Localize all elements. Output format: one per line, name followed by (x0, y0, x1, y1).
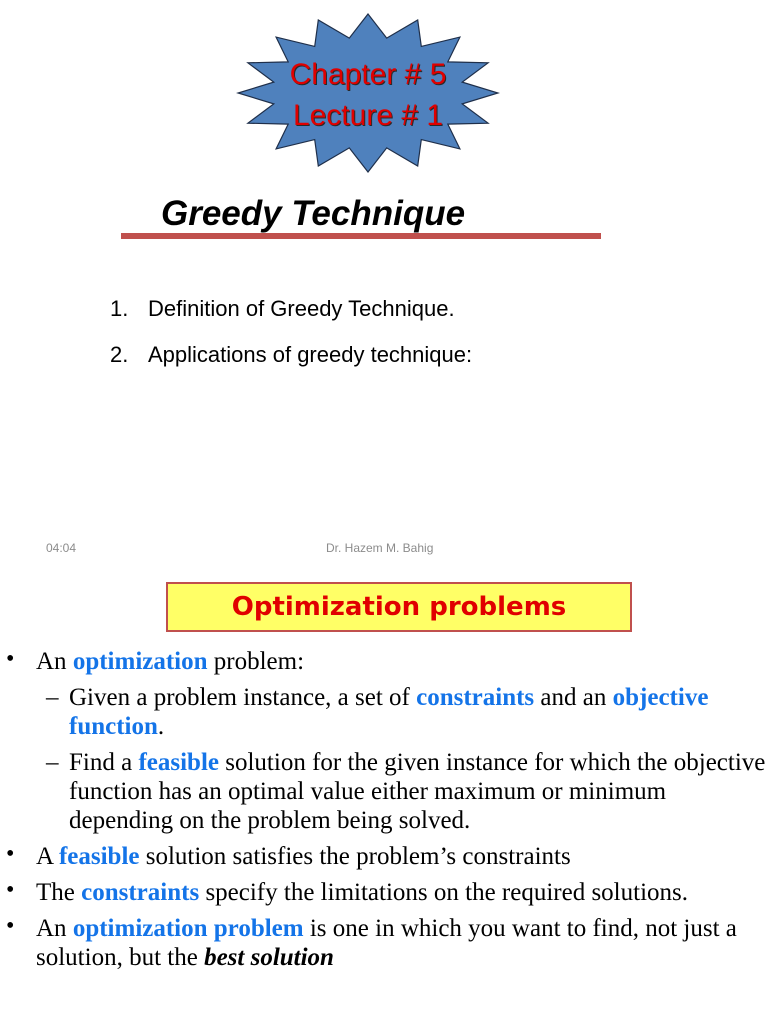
text: An (36, 648, 67, 675)
sub-bullet-item (0, 748, 768, 835)
slide-2 (0, 575, 768, 1024)
sub-bullet-dash: – (46, 684, 59, 711)
slide-title: Greedy Technique (161, 194, 466, 233)
bullet-dot: • (6, 913, 15, 939)
badge-text (236, 54, 500, 136)
emphasis-text: best solution (204, 944, 334, 971)
text: Given a problem instance, a set of (69, 684, 410, 711)
topic-number: 1. (110, 296, 129, 321)
highlight-term: feasible (138, 749, 219, 776)
topic-text: Definition of Greedy Technique. (148, 296, 455, 321)
highlight-term: objective function (69, 684, 709, 740)
topic-number: 2. (110, 342, 129, 367)
topic-item (110, 340, 472, 370)
footer-time: 04:04 (46, 541, 77, 555)
text: A (36, 843, 53, 870)
bullet-item (0, 914, 768, 972)
footer-author: Dr. Hazem M. Bahig (326, 541, 434, 555)
text: The (36, 879, 75, 906)
bullet-item (0, 878, 768, 907)
bullet-dot: • (6, 877, 15, 903)
highlight-term: optimization problem (72, 915, 304, 942)
text: and an (540, 684, 607, 711)
text: solution for the given instance for which the objective function has an optimal value either maximum or minimum depending on the problem being solved. (69, 749, 766, 834)
section-heading: Optimization problems (166, 582, 632, 632)
badge-line-chapter: Chapter # 5 (289, 58, 447, 91)
bullet-item (0, 842, 768, 871)
topic-text: Applications of greedy technique: (148, 342, 473, 367)
text: . (157, 713, 165, 740)
title-underline (121, 233, 601, 239)
bullet-dot: • (6, 841, 15, 867)
text: Find a (69, 749, 133, 776)
sub-bullet-item (0, 683, 768, 741)
text: solution satisfies the problem’s constraints (145, 843, 571, 870)
highlight-term: optimization (72, 648, 208, 675)
highlight-term: constraints (81, 879, 200, 906)
highlight-term: constraints (416, 684, 535, 711)
chapter-badge (236, 12, 500, 174)
text: specify the limitations on the required solutions. (205, 879, 688, 906)
bullet-dot: • (6, 646, 15, 672)
text: is one in which you want to find, not just a solution, but the (36, 915, 737, 971)
text: problem: (213, 648, 305, 675)
bullet-item (0, 647, 768, 676)
topic-item (110, 294, 472, 324)
sub-bullet-dash: – (46, 749, 59, 776)
topic-list (110, 294, 472, 386)
badge-line-lecture: Lecture # 1 (292, 99, 444, 132)
text: An (36, 915, 67, 942)
highlight-term: feasible (58, 843, 140, 870)
bullet-list (0, 647, 768, 979)
